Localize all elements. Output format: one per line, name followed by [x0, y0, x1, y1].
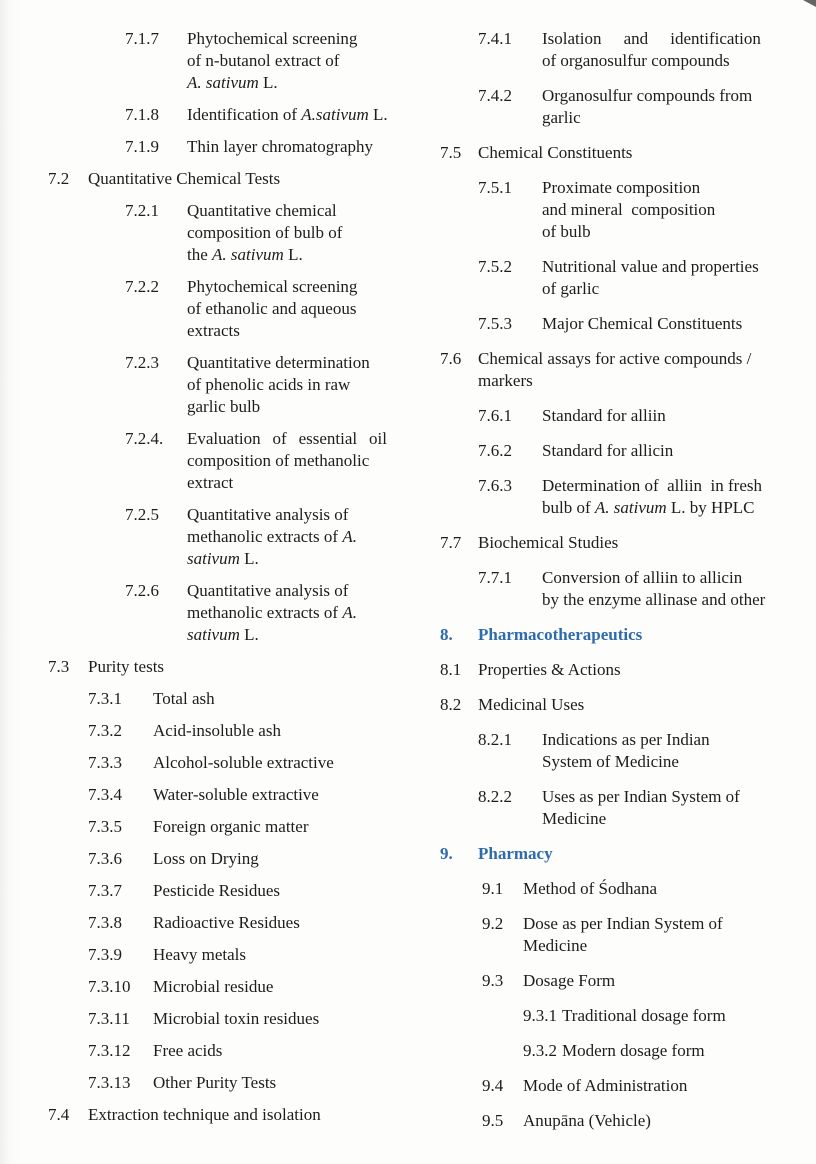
entry-number: 9.3.2	[523, 1041, 557, 1060]
entry-number: 9.5	[482, 1111, 504, 1130]
entry-number: 9.3	[482, 971, 504, 990]
toc-entry-9-3-2	[523, 1040, 808, 1062]
toc-entry-9-3	[408, 970, 808, 992]
toc-entry-7-2-4	[8, 428, 408, 494]
entry-label: Major Chemical Constituents	[542, 314, 743, 333]
entry-number: 7.5	[440, 143, 462, 162]
toc-entry-8-2	[408, 694, 808, 716]
entry-label: Radioactive Residues	[153, 913, 300, 932]
entry-number: 7.4	[48, 1105, 70, 1124]
entry-number: 7.2.2	[125, 277, 159, 296]
toc-entry-7-2-6	[8, 580, 408, 646]
entry-label: Quantitative analysis of methanolic extracts of A. sativum L.	[187, 581, 357, 644]
toc-entry-9-1	[408, 878, 808, 900]
entry-number: 7.3.8	[88, 913, 122, 932]
entry-number: 7.3.6	[88, 849, 122, 868]
toc-entry-9-4	[408, 1075, 808, 1097]
toc-entry-7-5	[408, 142, 808, 164]
entry-label: Chemical assays for active compounds / markers	[478, 349, 752, 390]
toc-entry-9-3-1	[523, 1005, 808, 1027]
toc-entry-7-3-9	[8, 944, 408, 966]
entry-label: Other Purity Tests	[153, 1073, 277, 1092]
entry-label: Quantitative chemical composition of bulb of the A. sativum L.	[187, 201, 343, 264]
entry-label: Quantitative Chemical Tests	[88, 169, 281, 188]
toc-entry-8-2-2	[408, 786, 808, 830]
entry-number: 8.2	[440, 695, 462, 714]
toc-entry-8-2-1	[408, 729, 808, 773]
entry-label: Nutritional value and properties of garlic	[542, 257, 759, 298]
toc-entry-7-6-1	[408, 405, 808, 427]
entry-number: 9.	[440, 844, 453, 863]
entry-number: 7.3	[48, 657, 70, 676]
entry-label: Pharmacotherapeutics	[478, 625, 643, 644]
entry-label: Identification of A.sativum L.	[187, 105, 388, 124]
entry-number: 7.1.9	[125, 137, 159, 156]
entry-number: 7.1.7	[125, 29, 159, 48]
entry-number: 7.6.2	[478, 441, 512, 460]
toc-entry-7-1-8	[8, 104, 408, 126]
entry-label: Mode of Administration	[523, 1076, 688, 1095]
entry-label: Proximate composition and mineral composition of bulb	[542, 178, 716, 241]
toc-entry-7-3-5	[8, 816, 408, 838]
toc-entry-7-2-1	[8, 200, 408, 266]
entry-label: Extraction technique and isolation	[88, 1105, 321, 1124]
entry-label: Method of Śodhana	[523, 879, 658, 898]
toc-entry-7-5-2	[408, 256, 808, 300]
toc-entry-7-6-3	[408, 475, 808, 519]
entry-label: Dosage Form	[523, 971, 616, 990]
entry-number: 7.2.6	[125, 581, 159, 600]
entry-number: 7.3.1	[88, 689, 122, 708]
entry-label: Phytochemical screening of n-butanol extract of A. sativum L.	[187, 29, 358, 92]
entry-label: Traditional dosage form	[562, 1006, 726, 1025]
entry-number: 7.2.1	[125, 201, 159, 220]
entry-label: Thin layer chromatography	[187, 137, 373, 156]
entry-label: Dose as per Indian System of Medicine	[523, 914, 723, 955]
entry-number: 7.3.3	[88, 753, 122, 772]
entry-number: 7.4.1	[478, 29, 512, 48]
toc-entry-7-5-1	[408, 177, 808, 243]
toc-entry-7-2-2	[8, 276, 408, 342]
entry-label: Free acids	[153, 1041, 223, 1060]
entry-number: 7.2.3	[125, 353, 159, 372]
entry-label: Chemical Constituents	[478, 143, 633, 162]
toc-entry-7-3-6	[8, 848, 408, 870]
entry-number: 7.6.1	[478, 406, 512, 425]
entry-label: Anupāna (Vehicle)	[523, 1111, 651, 1130]
toc-entry-7-6	[408, 348, 808, 392]
entry-label: Standard for allicin	[542, 441, 674, 460]
toc-entry-7-2	[8, 168, 408, 190]
entry-number: 7.3.11	[88, 1009, 130, 1028]
entry-number: 7.3.13	[88, 1073, 131, 1092]
entry-number: 8.1	[440, 660, 462, 679]
entry-label: Conversion of alliin to allicin by the enzyme allinase and other	[542, 568, 766, 609]
entry-number: 7.3.12	[88, 1041, 131, 1060]
toc-entry-8-1	[408, 659, 808, 681]
entry-label: Phytochemical screening of ethanolic and aqueous extracts	[187, 277, 358, 340]
entry-label: Evaluation of essential oil composition of methanolic extract	[187, 429, 387, 492]
toc-entry-7-6-2	[408, 440, 808, 462]
toc-entry-9-2	[408, 913, 808, 957]
entry-label: Heavy metals	[153, 945, 246, 964]
entry-number: 7.2.4.	[125, 429, 164, 448]
entry-label: Purity tests	[88, 657, 165, 676]
toc-entry-7-4-1	[408, 28, 808, 72]
entry-label: Total ash	[153, 689, 215, 708]
entry-label: Quantitative determination of phenolic acids in raw garlic bulb	[187, 353, 370, 416]
entry-number: 7.2	[48, 169, 70, 188]
toc-column-left	[8, 28, 408, 1164]
toc-entry-7-2-5	[8, 504, 408, 570]
entry-number: 7.4.2	[478, 86, 512, 105]
entry-number: 7.3.10	[88, 977, 131, 996]
toc-entry-9	[408, 843, 808, 865]
entry-label: Modern dosage form	[562, 1041, 705, 1060]
entry-label: Indications as per Indian System of Medicine	[542, 730, 710, 771]
entry-number: 9.2	[482, 914, 504, 933]
scan-corner-artifact	[803, 0, 816, 7]
entry-number: 7.7	[440, 533, 462, 552]
entry-label: Loss on Drying	[153, 849, 259, 868]
entry-label: Microbial toxin residues	[153, 1009, 320, 1028]
entry-number: 9.4	[482, 1076, 504, 1095]
entry-label: Quantitative analysis of methanolic extracts of A. sativum L.	[187, 505, 357, 568]
entry-label: Organosulfur compounds from garlic	[542, 86, 753, 127]
toc-entry-8	[408, 624, 808, 646]
entry-number: 8.2.1	[478, 730, 512, 749]
entry-number: 7.3.2	[88, 721, 122, 740]
entry-number: 9.3.1	[523, 1006, 557, 1025]
entry-number: 7.7.1	[478, 568, 512, 587]
entry-number: 7.1.8	[125, 105, 159, 124]
entry-label: Determination of alliin in fresh bulb of A. sativum L. by HPLC	[542, 476, 762, 517]
toc-column-right	[408, 28, 808, 1164]
toc-entry-7-3-13	[8, 1072, 408, 1094]
entry-number: 7.2.5	[125, 505, 159, 524]
entry-label: Uses as per Indian System of Medicine	[542, 787, 740, 828]
toc-entry-7-3-4	[8, 784, 408, 806]
toc-entry-7-2-3	[8, 352, 408, 418]
toc-entry-7-3-11	[8, 1008, 408, 1030]
toc-entry-7-3-7	[8, 880, 408, 902]
toc-entry-7-3-3	[8, 752, 408, 774]
entry-label: Water-soluble extractive	[153, 785, 319, 804]
entry-number: 7.6	[440, 349, 462, 368]
toc-entry-7-3	[8, 656, 408, 678]
entry-label: Microbial residue	[153, 977, 274, 996]
entry-label: Pharmacy	[478, 844, 553, 863]
toc-entry-7-3-12	[8, 1040, 408, 1062]
toc-entry-7-7	[408, 532, 808, 554]
toc-entry-7-5-3	[408, 313, 808, 335]
entry-label: Standard for alliin	[542, 406, 666, 425]
entry-number: 8.	[440, 625, 453, 644]
entry-number: 7.3.9	[88, 945, 122, 964]
toc-entry-7-3-8	[8, 912, 408, 934]
entry-label: Alcohol-soluble extractive	[153, 753, 334, 772]
entry-number: 7.3.5	[88, 817, 122, 836]
entry-number: 7.3.4	[88, 785, 122, 804]
toc-entry-9-5	[408, 1110, 808, 1132]
entry-label: Medicinal Uses	[478, 695, 585, 714]
toc-entry-7-3-10	[8, 976, 408, 998]
entry-number: 8.2.2	[478, 787, 512, 806]
toc-entry-7-4	[8, 1104, 408, 1126]
toc-entry-7-3-1	[8, 688, 408, 710]
entry-number: 7.5.3	[478, 314, 512, 333]
entry-label: Acid-insoluble ash	[153, 721, 281, 740]
entry-label: Foreign organic matter	[153, 817, 309, 836]
entry-label: Biochemical Studies	[478, 533, 619, 552]
toc-entry-7-4-2	[408, 85, 808, 129]
toc-entry-7-1-9	[8, 136, 408, 158]
entry-number: 7.5.1	[478, 178, 512, 197]
toc-entry-7-7-1	[408, 567, 808, 611]
entry-number: 7.5.2	[478, 257, 512, 276]
entry-number: 7.3.7	[88, 881, 122, 900]
toc-entry-7-1-7	[8, 28, 408, 94]
entry-label: Properties & Actions	[478, 660, 621, 679]
entry-label: Isolation and identification of organosulfur compounds	[542, 29, 761, 70]
entry-number: 7.6.3	[478, 476, 512, 495]
entry-number: 9.1	[482, 879, 504, 898]
toc-entry-7-3-2	[8, 720, 408, 742]
entry-label: Pesticide Residues	[153, 881, 281, 900]
